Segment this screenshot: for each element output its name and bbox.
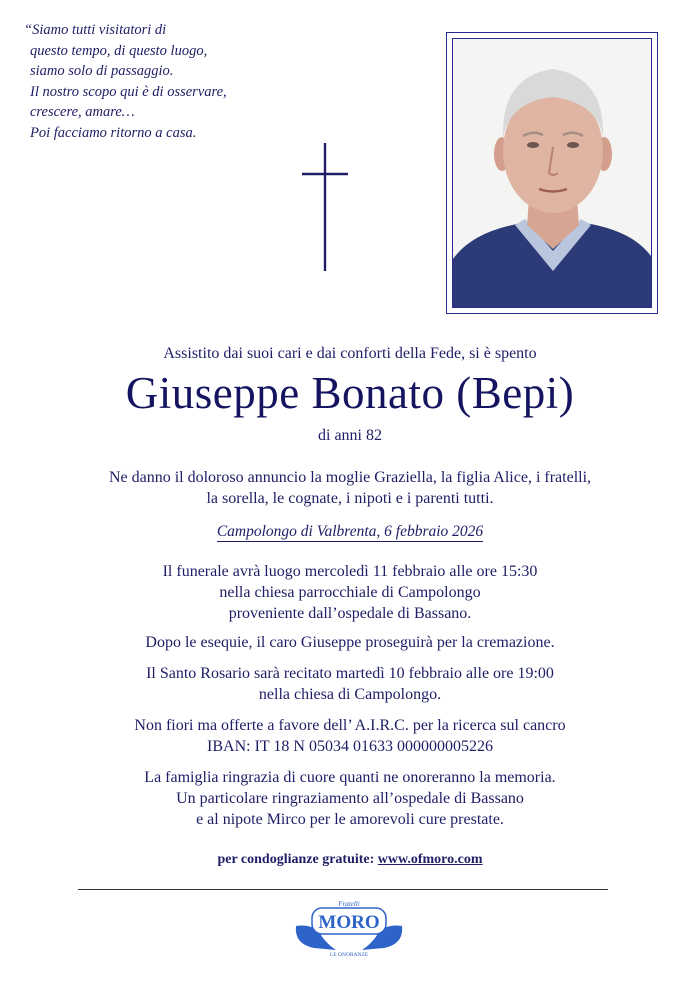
quote-line: Poi facciamo ritorno a casa. (30, 124, 197, 141)
funeral-line: proveniente dall’ospedale di Bassano. (228, 605, 472, 622)
family-announcement (0, 467, 700, 509)
condolences-link[interactable]: www.ofmoro.com (377, 852, 483, 867)
deceased-name: Giuseppe Bonato (Bepi) (125, 368, 575, 418)
quote-line: questo tempo, di questo luogo, (30, 42, 208, 59)
place-date-text: Campolongo di Valbrenta, 6 febbraio 2026 (216, 523, 484, 540)
place-date (0, 523, 700, 541)
donation-line: Non fiori ma offerte a favore dell’ A.I.R.C. per la ricerca sul cancro (134, 717, 566, 734)
cross-icon (302, 143, 348, 271)
intro-text: Assistito dai suoi cari e dai conforti della Fede, si è spento (163, 345, 537, 362)
quote-line: “Siamo tutti visitatori di (24, 22, 167, 38)
condolences-line (0, 852, 700, 868)
iban-line: IBAN: IT 18 N 05034 01633 000000005226 (207, 738, 493, 755)
logo-top: Fratelli (338, 900, 360, 908)
thanks-line: e al nipote Mirco per le amorevoli cure prestate. (196, 811, 504, 828)
quote-line: crescere, amare… (30, 104, 135, 120)
funeral-line: nella chiesa parrocchiale di Campolongo (219, 584, 481, 601)
quote-line: siamo solo di passaggio. (30, 63, 174, 79)
rosary-info (0, 663, 700, 705)
thanks-info (0, 767, 700, 830)
funeral-line: Il funerale avrà luogo mercoledì 11 febbraio alle ore 15:30 (162, 563, 538, 580)
family-line: Ne danno il doloroso annuncio la moglie Graziella, la figlia Alice, i fratelli, (108, 469, 592, 486)
portrait-frame (446, 32, 658, 314)
family-line: la sorella, le cognate, i nipoti e i parenti tutti. (206, 490, 494, 507)
portrait-illustration (453, 39, 652, 308)
divider (78, 889, 608, 890)
deceased-age: di anni 82 (318, 427, 382, 444)
quote-block (24, 20, 294, 143)
moro-logo (288, 896, 410, 958)
thanks-line: Un particolare ringraziamento all’ospedale di Bassano (176, 790, 524, 807)
rosary-line: Il Santo Rosario sarà recitato martedì 10 febbraio alle ore 19:00 (146, 665, 554, 682)
cremation-info: Dopo le esequie, il caro Giuseppe proseguirà per la cremazione. (145, 634, 555, 651)
quote-line: Il nostro scopo qui è di osservare, (30, 83, 227, 100)
logo-name: MORO (318, 912, 380, 933)
donation-info (0, 715, 700, 757)
portrait-photo (452, 38, 652, 308)
thanks-line: La famiglia ringrazia di cuore quanti ne onoreranno la memoria. (144, 769, 556, 786)
rosary-line: nella chiesa di Campolongo. (258, 686, 442, 703)
logo-sub: LE ONORANZE (329, 952, 369, 958)
condolences-label: per condoglianze gratuite: (217, 852, 375, 867)
funeral-info (0, 561, 700, 624)
